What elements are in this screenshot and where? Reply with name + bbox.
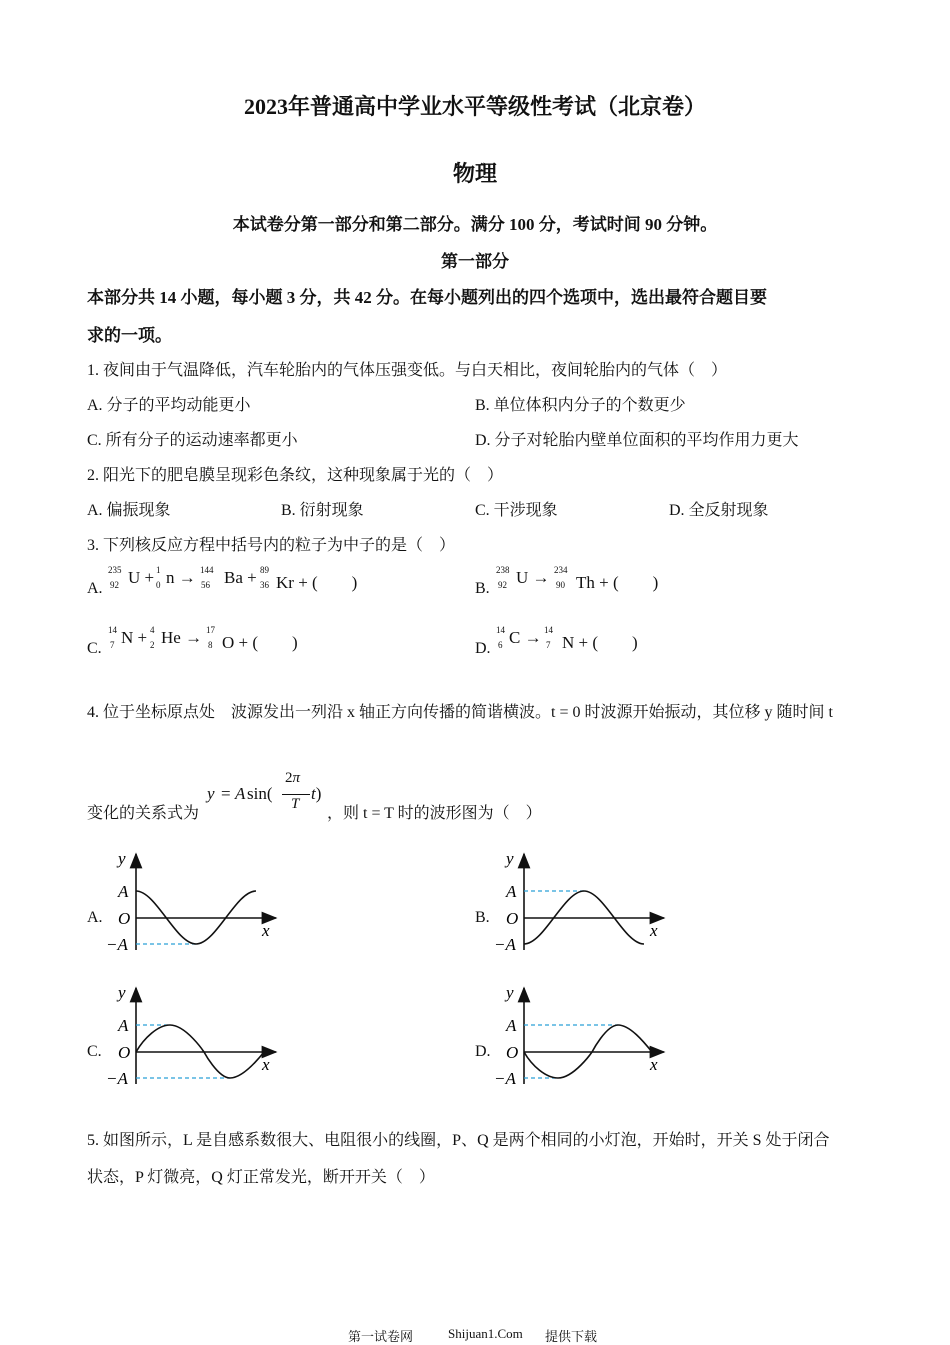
q2-option-b[interactable]: B. 衍射现象 [281,502,364,519]
graph-b-y-label: y [506,849,514,868]
footer-site-cn: 第一试卷网 [348,1329,414,1344]
q3-option-d-label[interactable]: D. [475,640,491,657]
q4-formula: y = A sin( 2π T t) [207,770,322,812]
graph-a-neg-a-label: −A [106,935,128,954]
q5-stem-line2: 状态，P 灯微亮，Q 灯正常发光，断开开关（ ） [87,1169,435,1186]
exam-intro: 本试卷分第一部分和第二部分。满分 100 分，考试时间 90 分钟。 [232,215,718,234]
q4-stem-post: ，则 t = T 时的波形图为（ ） [327,805,542,822]
graph-d-neg-a-label: −A [494,1069,516,1088]
q3-option-a-label[interactable]: A. [87,580,103,597]
graph-a-y-label: y [118,849,126,868]
q4-option-c-label[interactable]: C. [87,1043,102,1060]
graph-b-o-label: O [506,909,519,928]
q5-stem-line1: 5. 如图所示，L 是自感系数很大、电阻很小的线圈，P、Q 是两个相同的小灯泡，开始时，开关 S 处于闭合 [87,1132,830,1149]
q3-stem: 3. 下列核反应方程中括号内的粒子为中子的是（ ） [87,537,456,554]
footer-note: 提供下载 [545,1329,598,1344]
q4-graph-c[interactable] [104,982,284,1092]
part-description-line2: 求的一项。 [87,326,172,345]
q1-option-a[interactable]: A. 分子的平均动能更小 [87,397,251,414]
q4-option-a-label[interactable]: A. [87,909,103,926]
q3-option-c-equation[interactable]: 14 7 N + 4 2 He → 17 8 O + ( ) [108,625,298,652]
q1-option-b[interactable]: B. 单位体积内分子的个数更少 [475,397,686,414]
graph-b-neg-a-label: −A [494,935,516,954]
exam-title: 2023年普通高中学业水平等级性考试（北京卷） [243,94,706,119]
graph-c-o-label: O [118,1043,131,1062]
q3-option-d-equation[interactable]: 14 6 C → 14 7 N + ( ) [496,625,638,652]
q3-option-b-equation[interactable]: 238 92 U → 234 90 Th + ( ) [496,565,659,592]
graph-c-x-label: x [262,1055,270,1074]
q4-graph-d[interactable] [492,982,672,1092]
q1-option-d[interactable]: D. 分子对轮胎内壁单位面积的平均作用力更大 [475,432,799,449]
graph-d-x-label: x [650,1055,658,1074]
q3-option-a-equation[interactable]: 235 92 U + 1 0 n → 144 56 Ba + 89 36 Kr + ( ) [108,565,358,592]
q4-graph-b[interactable] [492,848,672,958]
graph-b-x-label: x [650,921,658,940]
q2-stem: 2. 阳光下的肥皂膜呈现彩色条纹，这种现象属于光的（ ） [87,467,504,484]
part-title: 第一部分 [441,252,509,271]
graph-d-a-label: A [506,1016,517,1035]
q3-option-c-label[interactable]: C. [87,640,102,657]
graph-a-x-label: x [262,921,270,940]
q4-stem-line1: 4. 位于坐标原点处 波源发出一列沿 x 轴正方向传播的简谐横波。t = 0 时波源开始振动，其位移 y 随时间 t [87,704,833,721]
q2-option-a[interactable]: A. 偏振现象 [87,502,171,519]
graph-b-a-label: A [506,882,517,901]
q1-option-c[interactable]: C. 所有分子的运动速率都更小 [87,432,298,449]
q4-graph-a[interactable] [104,848,284,958]
q2-option-c[interactable]: C. 干涉现象 [475,502,558,519]
part-description-line1: 本部分共 14 小题，每小题 3 分，共 42 分。在每小题列出的四个选项中，选出最符合题目要 [87,288,767,307]
q3-option-b-label[interactable]: B. [475,580,490,597]
q4-stem-pre: 变化的关系式为 [87,805,200,822]
q4-option-b-label[interactable]: B. [475,909,490,926]
graph-c-neg-a-label: −A [106,1069,128,1088]
footer-site-en[interactable]: Shijuan1.Com [448,1326,523,1341]
q4-option-d-label[interactable]: D. [475,1043,491,1060]
subject-title: 物理 [452,161,497,186]
graph-c-a-label: A [118,1016,129,1035]
graph-c-y-label: y [118,983,126,1002]
graph-a-a-label: A [118,882,129,901]
q1-stem: 1. 夜间由于气温降低，汽车轮胎内的气体压强变低。与白天相比，夜间轮胎内的气体（ ） [87,362,728,379]
graph-d-y-label: y [506,983,514,1002]
graph-a-o-label: O [118,909,131,928]
graph-d-o-label: O [506,1043,519,1062]
q2-option-d[interactable]: D. 全反射现象 [669,502,769,519]
